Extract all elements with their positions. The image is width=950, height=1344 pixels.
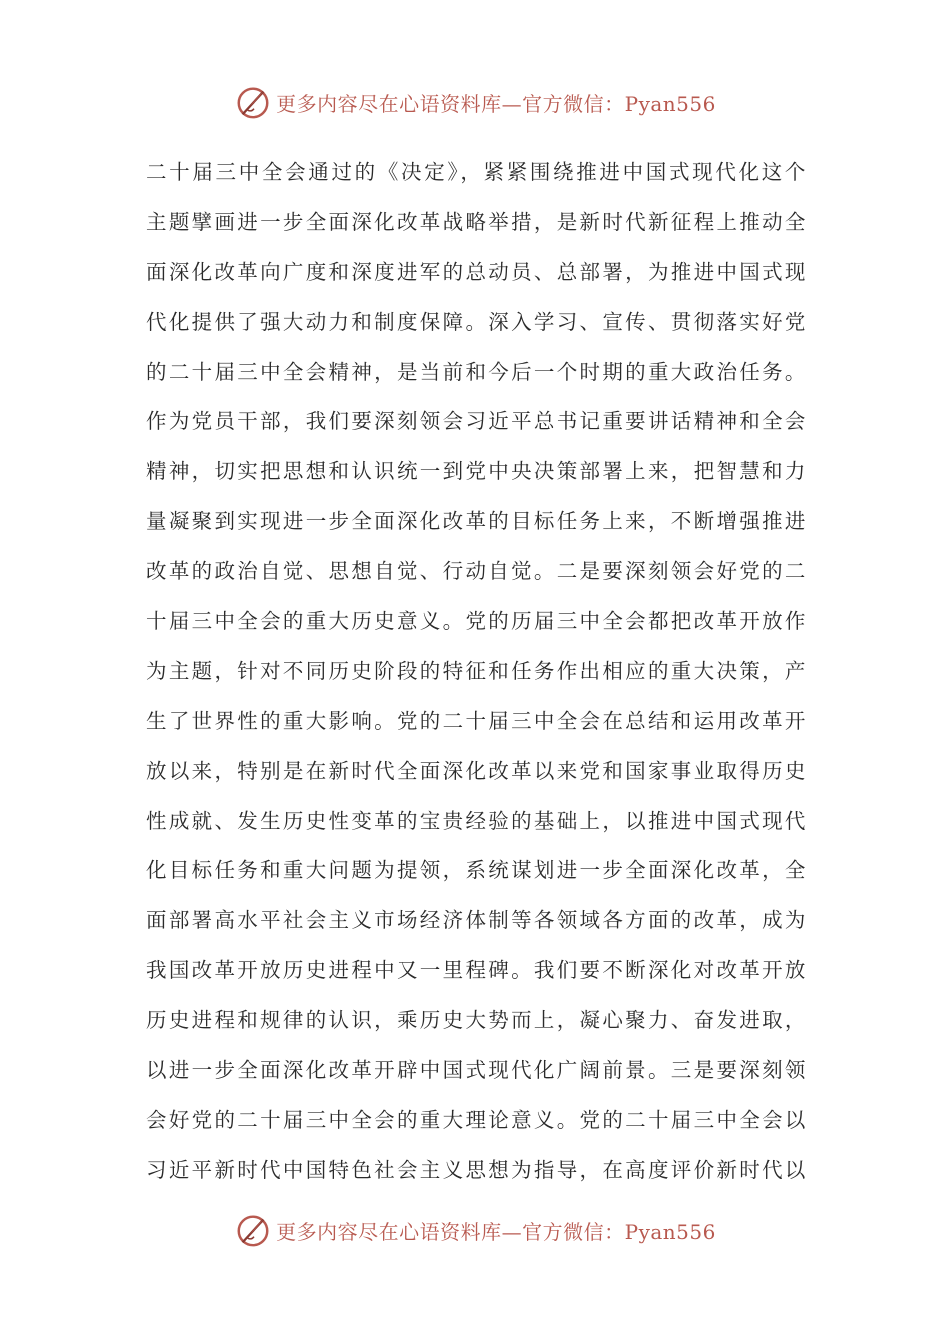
text-line: 改革的政治自觉、思想自觉、行动自觉。二是要深刻领会好党的二 — [146, 559, 806, 584]
text-line: 面深化改革向广度和深度进军的总动员、总部署，为推进中国式现 — [146, 259, 806, 284]
quill-logo-icon — [234, 1211, 272, 1249]
text-line: 生了世界性的重大影响。党的二十届三中全会在总结和运用改革开 — [146, 708, 806, 733]
text-line: 放以来，特别是在新时代全面深化改革以来党和国家事业取得历史 — [146, 758, 806, 783]
header-banner — [0, 82, 950, 122]
text-line: 二十届三中全会通过的《决定》，紧紧围绕推进中国式现代化这个 — [146, 160, 806, 184]
text-line: 习近平新时代中国特色社会主义思想为指导，在高度评价新时代以 — [146, 1157, 806, 1182]
text-line: 精神，切实把思想和认识统一到党中央决策部署上来，把智慧和力 — [146, 459, 806, 484]
document-body — [146, 148, 806, 1196]
text-line: 化目标任务和重大问题为提领，系统谋划进一步全面深化改革，全 — [146, 858, 806, 883]
text-line: 的二十届三中全会精神，是当前和今后一个时期的重大政治任务。 — [146, 359, 806, 384]
text-line: 量凝聚到实现进一步全面深化改革的目标任务上来，不断增强推进 — [146, 509, 806, 534]
text-line: 作为党员干部，我们要深刻领会习近平总书记重要讲话精神和全会 — [146, 409, 806, 434]
text-line: 十届三中全会的重大历史意义。党的历届三中全会都把改革开放作 — [146, 609, 806, 634]
text-line: 会好党的二十届三中全会的重大理论意义。党的二十届三中全会以 — [146, 1107, 806, 1132]
text-line: 以进一步全面深化改革开辟中国式现代化广阔前景。三是要深刻领 — [146, 1058, 806, 1083]
text-line: 我国改革开放历史进程中又一里程碑。我们要不断深化对改革开放 — [146, 958, 806, 983]
text-line: 历史进程和规律的认识，乘历史大势而上，凝心聚力、奋发进取， — [146, 1008, 806, 1033]
text-line: 代化提供了强大动力和制度保障。深入学习、宣传、贯彻落实好党 — [146, 309, 806, 334]
banner-text: 更多内容尽在心语资料库—官方微信：Pyan556 — [276, 1219, 716, 1244]
text-line: 面部署高水平社会主义市场经济体制等各领域各方面的改革，成为 — [146, 908, 806, 933]
text-line: 主题擘画进一步全面深化改革战略举措，是新时代新征程上推动全 — [146, 209, 806, 234]
banner-text: 更多内容尽在心语资料库—官方微信：Pyan556 — [276, 91, 716, 116]
quill-logo-icon — [234, 83, 272, 121]
text-line: 为主题，针对不同历史阶段的特征和任务作出相应的重大决策，产 — [146, 658, 806, 683]
text-line: 性成就、发生历史性变革的宝贵经验的基础上，以推进中国式现代 — [146, 808, 806, 833]
footer-banner — [0, 1210, 950, 1250]
